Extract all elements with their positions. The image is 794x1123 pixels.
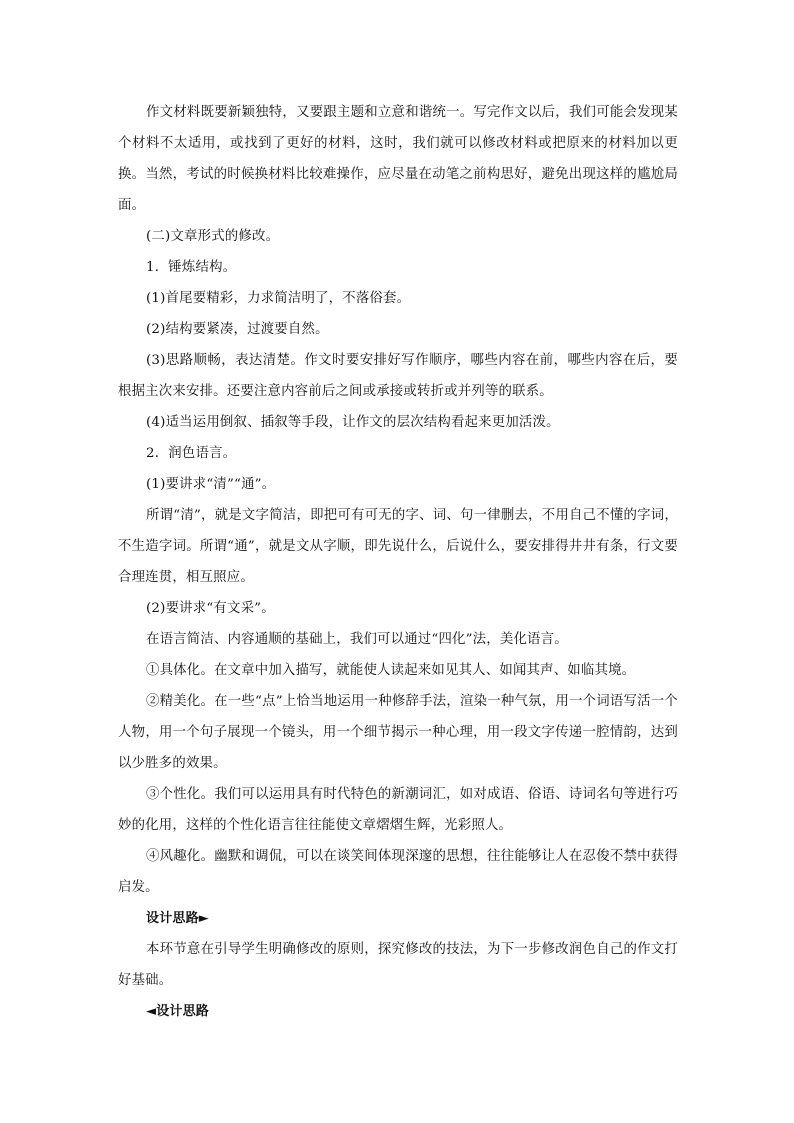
method-item-3: ③个性化。我们可以运用具有时代特色的新潮词汇，如对成语、俗语、诗词名句等进行巧妙的化用，这样的个性化语言往往能使文章熠熠生辉，光彩照人。	[118, 787, 678, 833]
design-idea-heading-end: ◄设计思路	[146, 1004, 209, 1019]
list-item-language-1: (1)要讲求“清”“通”。	[146, 477, 276, 492]
document-body	[118, 97, 678, 1027]
paragraph-material-revision: 作文材料既要新颖独特，又要跟主题和立意和谐统一。写完作文以后，我们可能会发现某个材料不太适用，或找到了更好的材料，这时，我们就可以修改材料或把原来的材料加以更换。当然，考试的时候换材料比较难操作，应尽量在动笔之前构思好，避免出现这样的尴尬局面。	[118, 105, 678, 213]
list-item-language-2: (2)要讲求“有文采”。	[146, 601, 275, 616]
list-item-structure-3: (3)思路顺畅，表达清楚。作文时要安排好写作顺序，哪些内容在前，哪些内容在后，要根据主次来安排。还要注意内容前后之间或承接或转折或并列等的联系。	[118, 353, 678, 399]
method-item-2: ②精美化。在一些“点”上恰当地运用一种修辞手法，渲染一种气氛，用一个词语写活一个人物，用一个句子展现一个镜头，用一个细节揭示一种心理，用一段文字传递一腔情韵，达到以少胜多的效果。	[118, 694, 678, 771]
list-item-structure-4: (4)适当运用倒叙、插叙等手段，让作文的层次结构看起来更加活泼。	[146, 415, 560, 430]
section-heading-form-revision: (二)文章形式的修改。	[146, 229, 280, 244]
design-idea-heading-start: 设计思路►	[146, 911, 209, 926]
subheading-language: 2．润色语言。	[146, 446, 237, 461]
subheading-structure: 1．锤炼结构。	[146, 260, 237, 275]
paragraph-design-idea: 本环节意在引导学生明确修改的原则，探究修改的技法，为下一步修改润色自己的作文打好基础。	[118, 942, 678, 988]
paragraph-qing-tong: 所谓“清”，就是文字简洁，即把可有可无的字、词、句一律删去，不用自己不懂的字词，不生造字词。所谓“通”，就是文从字顺，即先说什么，后说什么，要安排得井井有条，行文要合理连贯，相互照应。	[118, 508, 678, 585]
paragraph-four-methods: 在语言简洁、内容通顺的基础上，我们可以通过“四化”法，美化语言。	[146, 632, 568, 647]
method-item-1: ①具体化。在文章中加入描写，就能使人读起来如见其人、如闻其声、如临其境。	[146, 663, 636, 678]
list-item-structure-2: (2)结构要紧凑，过渡要自然。	[146, 322, 329, 337]
list-item-structure-1: (1)首尾要精彩，力求简洁明了，不落俗套。	[146, 291, 411, 306]
method-item-4: ④风趣化。幽默和调侃，可以在谈笑间体现深邃的思想，往往能够让人在忍俊不禁中获得启发。	[118, 849, 678, 895]
